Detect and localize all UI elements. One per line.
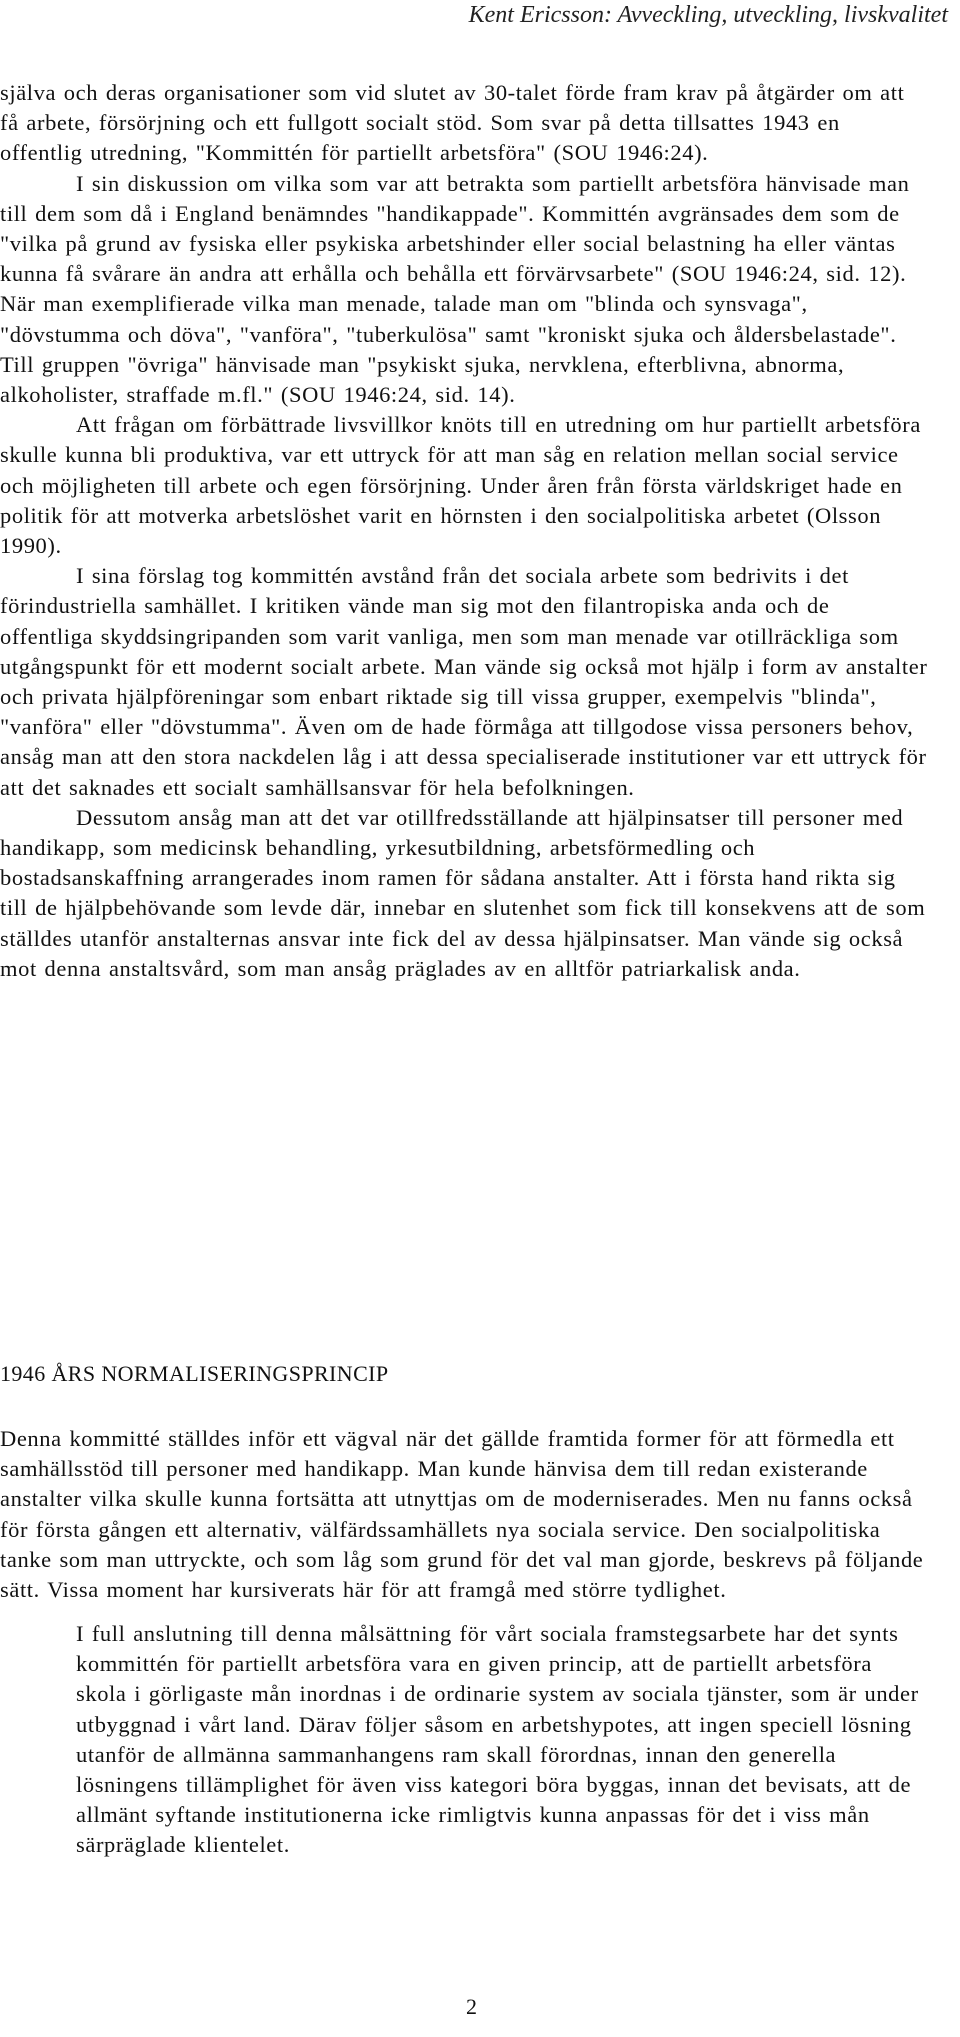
paragraph-2: I sin diskussion om vilka som var att betrakta som partiellt arbetsföra hänvisade man till dem som då i England benämndes "handikappade". Kommittén avgränsades dem som de "vilka på grund av fysiska eller psykiska arbetshinder eller social belastning ha eller väntas kunna få svårare än andra att erhålla och behålla ett förvärvsarbete" (SOU 1946:24, sid. 12). När man exemplifierade vilka man menade, talade man om "blinda och synsvaga", "dövstumma och döva", "vanföra", "tuberkulösa" samt "kroniskt sjuka och åldersbelastade". Till gruppen "övriga" hänvisade man "psykiskt sjuka, nervklena, efterblivna, abnorma, alkoholister, straffade m.fl." (SOU 1946:24, sid. 14). [0,170,910,408]
quote-text: I full anslutning till denna målsättning för vårt sociala framstegsarbete har det synts kommittén för partiellt arbetsföra vara en given princip, att de partiellt arbetsföra skola i görligaste mån inordnas i de ordinarie system av sociala tjänster, som är under utbyggnad i vårt land. Därav följer såsom en arbetshypotes, att ingen speciell lösning utanför de allmänna sammanhangens ram skall förordnas, innan den generella lösningens tillämplighet för även viss kategori böra byggas, innan det bevisats, att de allmänt syftande institutionerna icke rimligtvis kunna anpassas för det i viss mån särpräglade klientelet. [76,1621,919,1858]
body-section-1 [0,78,928,984]
paragraph-1: själva och deras organisationer som vid slutet av 30-talet förde fram krav på åtgärder om att få arbete, försörjning och ett fullgott socialt stöd. Som svar på detta tillsattes 1943 en offentlig utredning, "Kommittén för partiellt arbetsföra" (SOU 1946:24). [0,80,905,166]
section-heading: 1946 ÅRS NORMALISERINGSPRINCIP [0,1361,389,1386]
page-number: 2 [466,1994,477,2019]
paragraph-5: Dessutom ansåg man att det var otillfredsställande att hjälpinsatser till personer med handikapp, som medicinsk behandling, yrkesutbildning, arbetsförmedling och bostadsanskaffning arrangerades inom ramen för sådana anstalter. Att i första hand rikta sig till de hjälpbehövande som levde där, innebar en slutenhet som fick till konsekvens att de som ställdes utanför anstalternas ansvar inte fick del av dessa hjälpinsatser. Man vände sig också mot denna anstaltsvård, som man ansåg präglades av en alltför patriarkalisk anda. [0,804,926,981]
running-header: Kent Ericsson: Avveckling, utveckling, livskvalitet [468,2,948,28]
section-paragraph: Denna kommitté ställdes inför ett vägval när det gällde framtida former för att förmedla ett samhällsstöd till personer med handikapp. Man kunde hänvisa dem till redan existerande anstalter vilka skulle kunna fortsätta att utnyttjas om de moderniserades. Men nu fanns också för första gången ett alternativ, välfärdssamhällets nya sociala service. Den socialpolitiska tanke som man uttryckte, och som låg som grund för det val man gjorde, beskrevs på följande sätt. Vissa moment har kursiverats här för att framgå med större tydlighet. [0,1426,924,1603]
paragraph-4: I sina förslag tog kommittén avstånd från det sociala arbete som bedrivits i det förindustriella samhället. I kritiken vände man sig mot den filantropiska anda och de offentliga skyddsingripanden som varit vanliga, men som man menade var otillräckliga som utgångspunkt för ett modernt socialt arbete. Man vände sig också mot hjälp i form av anstalter och privata hjälpföreningar som enbart riktade sig till vissa grupper, exempelvis "blinda", "vanföra" eller "dövstumma". Även om de hade förmåga att tillgodose vissa personers behov, ansåg man att den stora nackdelen låg i att dessa specialiserade institutioner var ett uttryck för att det saknades ett socialt samhällsansvar för hela befolkningen. [0,563,928,800]
paragraph-3: Att frågan om förbättrade livsvillkor knöts till en utredning om hur partiellt arbetsföra skulle kunna bli produktiva, var ett uttryck för att man såg en relation mellan social service och möjligheten till arbete och egen försörjning. Under åren från första världskriget hade en politik för att motverka arbetslöshet varit en hörnsten i den socialpolitiska arbetet (Olsson 1990). [0,412,921,559]
block-quote [76,1619,928,1861]
body-section-2 [0,1424,928,1605]
